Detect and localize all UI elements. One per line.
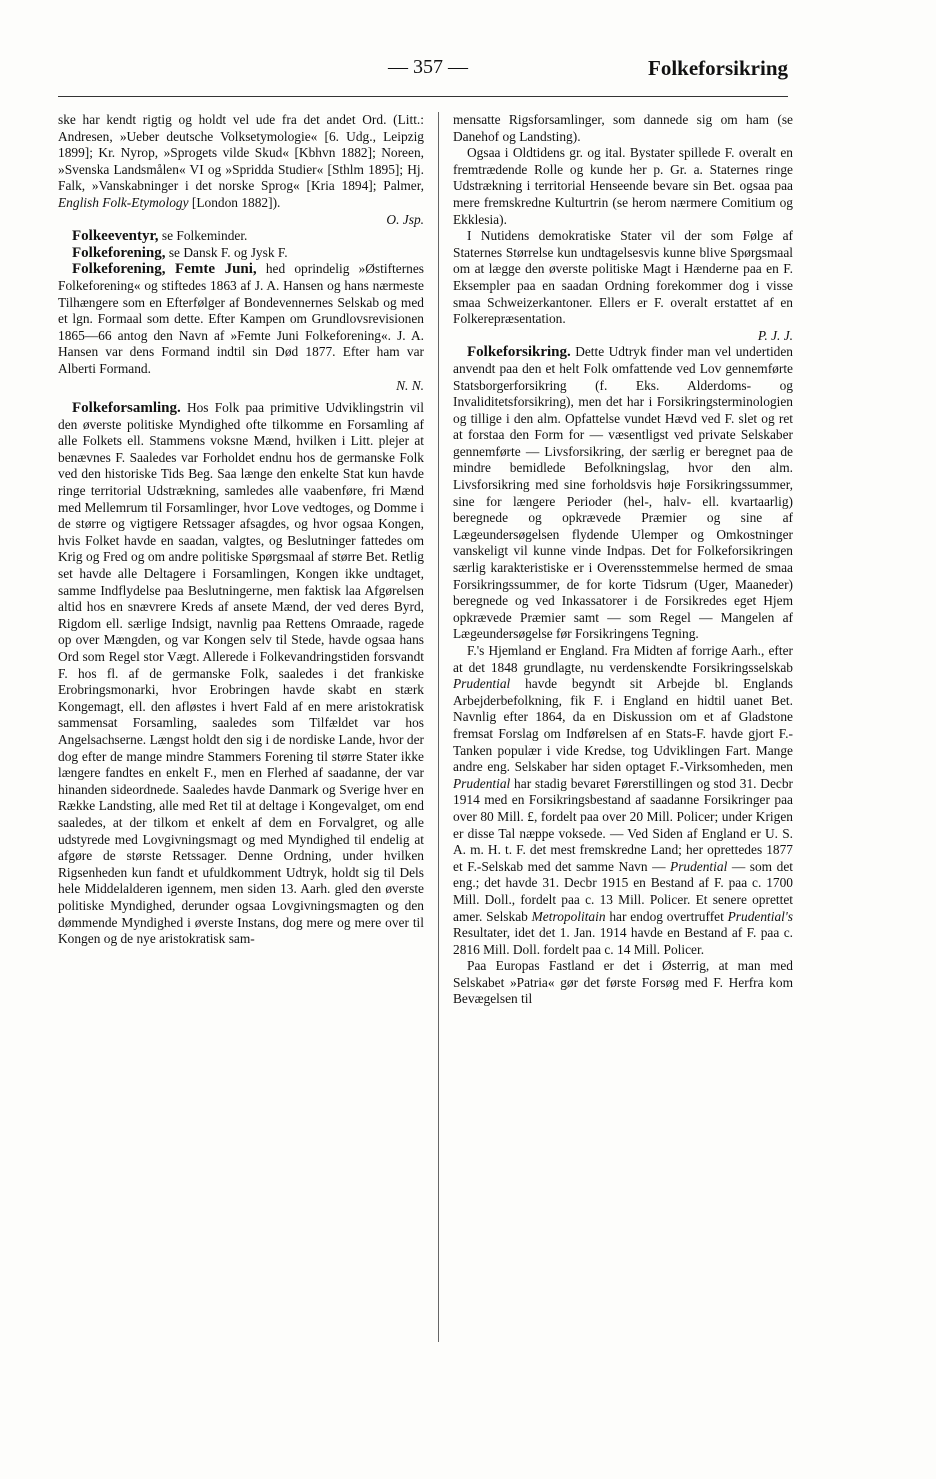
- paragraph: Paa Europas Fastland er det i Østerrig, at man med Selskabet »Patria« gør det første Forsøg med F. Herfra kom Bevægelsen til: [453, 958, 793, 1007]
- page-number: — 357 —: [388, 56, 468, 78]
- continued-paragraph: mensatte Rigsforsamlinger, som dannede sig om ham (se Danehof og Landsting).: [453, 112, 793, 144]
- paragraph: I Nutidens demokratiske Stater vil der som Følge af Staternes Størrelse kun undtagelsesvis kunne blive Spørgsmaal om at lægge den øverste politiske Magt i Hænderne paa en F. Eksempler paa en saadan Ordning forekommer dog i visse smaa Schweizerkantoner. Ellers er F. overalt erstattet af en Folkerepræsentation.: [453, 228, 793, 327]
- entry-folkeforsamling: Folkeforsamling. Hos Folk paa primitive Udviklingstrin vil den øverste politiske Myndighed ofte tilkomme en Forsamling af alle Folkets ell. Stammens voksne Mænd, hvilken i Litt. plejer at benævnes F. Saaledes var Forholdet endnu hos de germanske Folk ved den historiske Tids Beg. Saa længe den enkelte Stat kun havde ringe territorial Udstrækning, samledes alle vaabenføre, fri Mænd med Mellemrum til Forsamlinger, hvor Love vedtoges, og Domme i de større og vigtigere Retssager afsagdes, og hvor ogsaa Kongen, hvis Folket havde en saadan, valgtes, og Beslutninger fattedes om Krig og Fred og om andre politiske Spørgsmaal af større Bet. Retlig set havde alle Deltagere i Forsamlingen, Kongen ikke undtaget, samme Indflydelse paa Beslutningerne, men faktisk laa Afgørelsen altid hos en snævrere Kreds af ansete Mænd, der ved deres Byrd, Rigdom ell. særlige Indsigt, navnlig paa Rettens Omraade, ragede op over Mængden, og var Kongen selv til Stede, havde ogsaa hans Ord som Regel stor Vægt. Allerede i Folkevandringstiden forsvandt F. hos fl. af de germanske Folk, saaledes i det frankiske Erobringsmonarki, hvor Erobringen havde skabt en stærk Kongemagt, ell. den afløstes i hvert Fald af en mere aristokratisk sammensat Forsamling, saaledes som Tilfældet var hos Angelsachserne. Længst holdt den sig i de nordiske Lande, hvor der dog efter de mange mindre Stammers Forening til større Stater ikke længere fandtes en enkelt F., men en Flerhed af saadanne, der var hinanden sideordnede. Saaledes havde Danmark og Sverige hver en Række Landsting, alle med Ret til at deltage i Kongevalget, om end saaledes, at der tilkom et enkelt af dem en Forvalgret, og alle udstyrede med Lovgivningsmagt og med Myndighed til endelig at afgøre de største Retssager. Denne Ordning, under hvilken Rigsenheden kun fandt et ufuldkomment Udtryk, holdt sig til Dels hele Middelalderen igennem, men siden 13. Aarh. gled den øverste politiske Myndighed, derunder ogsaa Lovgivningsmagten og den dømmende Myndighed i øverste Instans, dog mere og mere over til Kongen og de nye aristokratisk sam-: [58, 400, 424, 947]
- paragraph: F.'s Hjemland er England. Fra Midten af forrige Aarh., efter at det 1848 grundlagte, nu verdenskendte Forsikringsselskab Prudential havde begyndt sit Arbejde bl. Englands Arbejderbefolkning, fik F. i England en hidtil uanet Bet. Navnlig efter 1864, da en Diskussion om et af Gladstone fremsat Forslag om Indførelsen af en Stats-F. havde gjort F.-Tanken populær i vide Kredse, tog Udviklingen Fart. Mange andre eng. Selskaber har siden optaget F.-Virksomheden, men Prudential har stadig bevaret Førerstillingen og stod 31. Decbr 1914 med en Forsikringsbestand af saadanne Forsikringer paa over 80 Mill. £, fordelt paa over 20 Mill. Policer; under Krigen er disse Tal næppe voksede. — Ved Siden af England er U. S. A. m. H. t. F. det mest fremskredne Land; her oprettedes 1877 et F.-Selskab med det samme Navn — Prudential — som det eng.; det havde 31. Decbr 1915 en Bestand af F. paa c. 1700 Mill. Doll., fordelt paa c. 13 Mill. Policer. Et senere oprettet amer. Selskab Metropolitain har endog overtruffet Prudential's Resultater, idet det 1. Jan. 1914 havde en Bestand af F. paa c. 2816 Mill. Doll. fordelt paa c. 14 Mill. Policer.: [453, 643, 793, 957]
- header-rule: [58, 96, 788, 97]
- entry-femte-juni: Folkeforening, Femte Juni, hed oprindelig »Østifternes Folkeforening« og stiftedes 1863 af J. A. Hansen og hans nærmeste Tilhængere som en Efterfølger af Bondevennernes Selskab og med et lgn. Formaal som dette. Efter Kampen om Grundlovsrevisionen 1865—66 antog den Navn af »Femte Juni Folkeforening«. J. A. Hansen var dens Formand indtil sin Død 1877. Efter ham var Alberti Formand.: [58, 261, 425, 376]
- right-column: [453, 112, 793, 1008]
- signature: P. J. J.: [757, 327, 793, 343]
- entry-headword: Folkeforsikring.: [467, 344, 571, 361]
- running-head: Folkeforsikring: [648, 56, 788, 80]
- entry-headword: Folkeforening, Femte Juni,: [72, 261, 257, 278]
- entry-headword: Folkeforening,: [72, 244, 166, 261]
- entry-headword: Folkeeventyr,: [72, 228, 159, 245]
- signature: O. Jsp.: [386, 211, 424, 227]
- continued-paragraph: ske har kendt rigtig og holdt vel ude fra det andet Ord. (Litt.: Andresen, »Ueber deutsche Volksetymologie« [6. Udg., Leipzig 1899]; Kr. Nyrop, »Sprogets vilde Skud« [Kbhvn 1882]; Noreen, »Svenska Landsmålen« VI og »Spridda Studier« [Sthlm 1895]; Hj. Falk, »Vanskabninger i det norske Sprog« [Kria 1894]; Palmer, English Folk-Etymology [London 1882]).: [58, 112, 424, 210]
- entry-folkeeventyr: Folkeeventyr, se Folkeminder.: [72, 228, 248, 245]
- page-header: [58, 56, 788, 86]
- left-column: [58, 112, 424, 948]
- entry-headword: Folkeforsamling.: [72, 400, 181, 417]
- entry-folkeforening: Folkeforening, se Dansk F. og Jysk F.: [72, 244, 288, 261]
- paragraph: Ogsaa i Oldtidens gr. og ital. Bystater spillede F. overalt en fremtrædende Rolle og kunde her p. Gr. a. Staternes ringe Udstrækning i territorial Henseende bevare sin Bet. ogsaa paa mere fremskredne Kulturtrin (se herom nærmere Comitium og Ekklesia).: [453, 145, 793, 227]
- entry-folkeforsikring: Folkeforsikring. Dette Udtryk finder man vel undertiden anvendt paa den et helt Folk omfattende ved Lov gennemførte Statsborgerforsikring (f. Eks. Alderdoms- og Invaliditetsforsikring), men det har i Forsikringsterminologien og tillige i den alm. Opfattelse vundet Hævd ved F. slet og ret at forstaa den Form for — væsentligst ved private Selskaber gennemførte — Livsforsikring, der særlig er beregnet paa de mindre bemidlede Befolkningslag, hvor den alm. Livsforsikring med sine forholdsvis høje Forsikringssummer, sine for længere Perioder (hel-, halv- ell. kvartaarlig) beregnede og opkrævede Præmier og sine af Lægeundersøgelsen flydende Ulemper og Omkostninger vanskeligt vil kunne vinde Indpas. Det for Folkeforsikringen særlig karakteristiske er i Overensstemmelse hermed de smaa Forsikringssummer, de for korte Tidsrum (Uger, Maaneder) beregnede og ved Inkassatorer i de Forsikredes eget Hjem opkrævede Præmier samt — som Regel — Mangelen af Lægeundersøgelse før Forsikringens Tegning.: [453, 344, 793, 642]
- signature: N. N.: [396, 377, 424, 393]
- column-divider: [438, 112, 439, 1342]
